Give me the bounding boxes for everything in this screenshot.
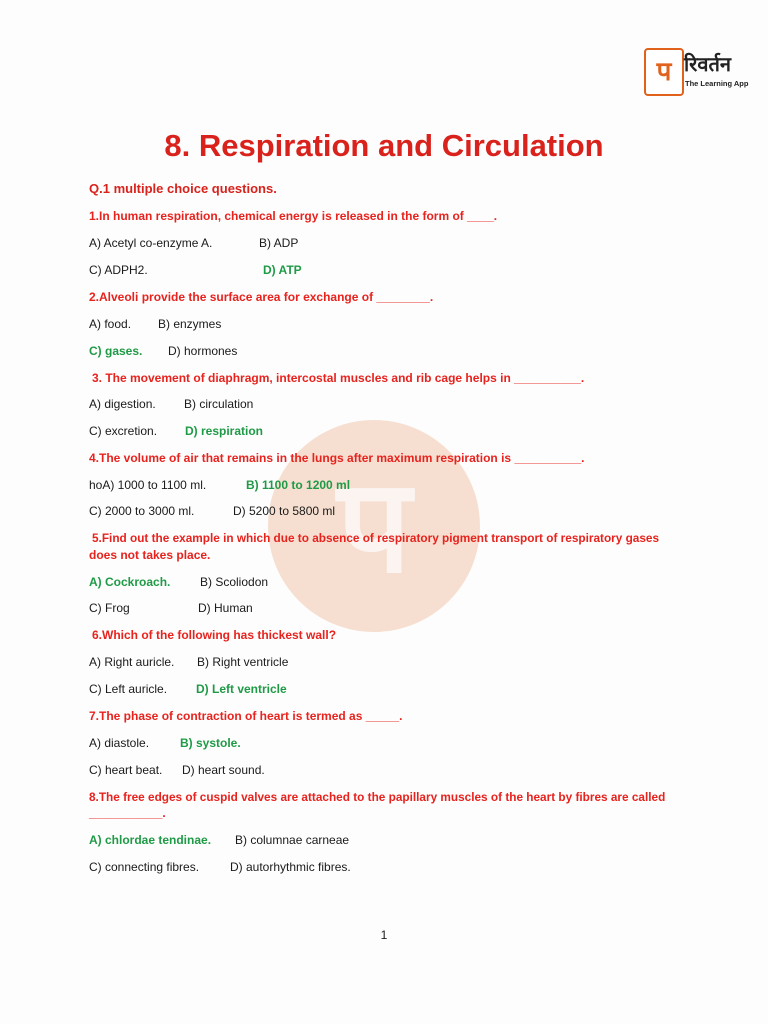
logo-tagline: The Learning App <box>685 79 749 88</box>
q4-option-d: D) 5200 to 5800 ml <box>233 504 336 518</box>
q1-option-a: A) Acetyl co-enzyme A. <box>89 236 213 250</box>
logo-mark-box <box>644 48 684 96</box>
q5-option-c: C) Frog <box>89 601 130 615</box>
q4-option-a: hoA) 1000 to 1100 ml. <box>89 478 207 492</box>
q4-option-c: C) 2000 to 3000 ml. <box>89 504 195 518</box>
q8-option-b: B) columnae carneae <box>235 833 350 847</box>
q1-option-d-answer: D) ATP <box>263 263 302 277</box>
question-8-line-1: 8.The free edges of cuspid valves are attached to the papillary muscles of the heart by fibres are called <box>89 790 666 804</box>
q4-option-b-answer: B) 1100 to 1200 ml <box>246 478 351 492</box>
q3-option-b: B) circulation <box>184 397 254 411</box>
q2-option-a: A) food. <box>89 317 132 331</box>
question-5-line-2: does not takes place. <box>89 548 211 562</box>
q6-option-d-answer: D) Left ventricle <box>196 682 287 696</box>
q6-option-c: C) Left auricle. <box>89 682 168 696</box>
q7-option-d: D) heart sound. <box>182 763 265 777</box>
q6-option-a: A) Right auricle. <box>89 655 175 669</box>
q8-option-c: C) connecting fibres. <box>89 860 200 874</box>
watermark-glyph: प <box>337 450 411 602</box>
question-7: 7.The phase of contraction of heart is termed as _____. <box>89 709 403 723</box>
q7-option-b-answer: B) systole. <box>180 736 241 750</box>
page-number: 1 <box>380 928 388 942</box>
q2-option-c-answer: C) gases. <box>89 344 143 358</box>
q5-option-a-answer: A) Cockroach. <box>89 575 171 589</box>
question-4: 4.The volume of air that remains in the lungs after maximum respiration is __________. <box>89 451 585 465</box>
question-5-line-1: 5.Find out the example in which due to absence of respiratory pigment transport of respiratory gases <box>92 531 660 545</box>
q6-option-b: B) Right ventricle <box>197 655 289 669</box>
q2-option-b: B) enzymes <box>158 317 222 331</box>
q1-option-c: C) ADPH2. <box>89 263 148 277</box>
q5-option-d: D) Human <box>198 601 253 615</box>
q5-option-b: B) Scoliodon <box>200 575 269 589</box>
page-title: 8. Respiration and Circulation <box>164 128 604 163</box>
q7-option-a: A) diastole. <box>89 736 150 750</box>
question-1: 1.In human respiration, chemical energy is released in the form of ____. <box>89 209 498 223</box>
q2-option-d: D) hormones <box>168 344 238 358</box>
q7-option-c: C) heart beat. <box>89 763 163 777</box>
question-8-line-2: ___________. <box>89 806 166 820</box>
question-2: 2.Alveoli provide the surface area for exchange of ________. <box>89 290 434 304</box>
logo-word: रिवर्तन <box>684 52 731 76</box>
q3-option-a: A) digestion. <box>89 397 156 411</box>
brand-logo <box>644 48 756 96</box>
q8-option-d: D) autorhythmic fibres. <box>230 860 351 874</box>
q3-option-c: C) excretion. <box>89 424 158 438</box>
q1-option-b: B) ADP <box>259 236 299 250</box>
question-6: 6.Which of the following has thickest wall? <box>92 628 337 642</box>
q3-option-d-answer: D) respiration <box>185 424 264 438</box>
question-3: 3. The movement of diaphragm, intercostal muscles and rib cage helps in __________. <box>92 371 585 385</box>
section-heading: Q.1 multiple choice questions. <box>89 181 277 196</box>
logo-mark: प <box>656 57 672 87</box>
q8-option-a-answer: A) chlordae tendinae. <box>89 833 212 847</box>
